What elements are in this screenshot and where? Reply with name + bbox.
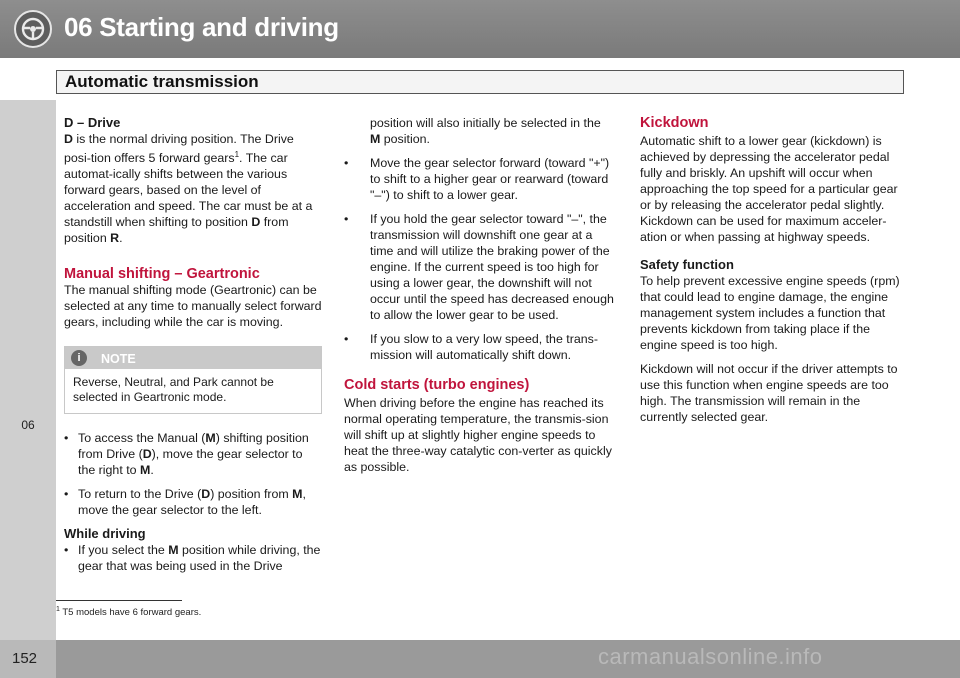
manual-shifting-paragraph: The manual shifting mode (Geartronic) can be selected at any time to manually select forward gears, including while the car is moving.	[64, 283, 322, 330]
cold-starts-heading: Cold starts (turbo engines)	[344, 377, 530, 393]
kickdown-paragraph: Automatic shift to a lower gear (kickdown) is achieved by depressing the accelerator pedal fully and briskly. An upshift will occur when approaching the top speed for a particular gear or by releasing the accelerator pedal slightly. Kickdown can be used for maximum acceler-ation or when passing at highway speeds.	[640, 134, 898, 244]
drive-text-1: is the normal driving position. The Drive posi-tion offers 5 forward gears	[64, 132, 294, 166]
list-item	[64, 542, 322, 574]
list-item	[64, 486, 322, 518]
bold-m: M	[140, 463, 151, 478]
list-item: • If you slow to a very low speed, the trans-mission will automatically shift down.	[344, 331, 614, 363]
cont-text: position will also initially be selected in the	[370, 116, 601, 130]
footnote-rule	[56, 600, 182, 601]
geartronic-bullets	[64, 430, 322, 518]
side-tab-number: 06	[21, 418, 35, 432]
page-number: 152	[12, 650, 38, 667]
section-header	[56, 70, 904, 94]
bullet-text: position while driving, the gear that was being used in the Drive	[78, 543, 321, 574]
safety-paragraph-1: To help prevent excessive engine speeds (rpm) that could lead to engine damage, the engine management system includes a function that prevents kickdown from taking place if the engine speed is too high.	[640, 274, 900, 352]
bullet-text: ), move the gear selector to the right to	[78, 447, 303, 478]
while-driving-heading: While driving	[64, 526, 146, 542]
note-text: Reverse, Neutral, and Park cannot be selected in Geartronic mode.	[73, 375, 274, 405]
bullet-text: If you select the	[78, 543, 169, 558]
drive-text-3: from position	[64, 215, 289, 246]
list-item: • If you hold the gear selector toward "–", the transmission will downshift one gear at a time and will utilize the braking power of the engine. If the current speed is too high for using a lower gear, the downshift will not occur until the speed has decreased enough to allow the lower gear to be used.	[344, 211, 614, 323]
section-title: Automatic transmission	[65, 72, 259, 91]
safety-heading: Safety function	[640, 257, 734, 272]
bold-m: M	[205, 431, 216, 446]
footnote-ref: 1	[234, 150, 240, 159]
side-tab	[0, 100, 56, 640]
footnote-text: T5 models have 6 forward gears.	[62, 607, 202, 619]
bold-m: M	[292, 487, 303, 502]
bold-d: D	[142, 447, 152, 462]
continued-paragraph	[344, 115, 614, 147]
safety-paragraph-2: Kickdown will not occur if the driver attempts to use this function when engine speeds are too high. The transmission will remain in the currently selected gear.	[640, 362, 898, 424]
bullet-text: To access the Manual (	[78, 431, 206, 446]
note-box	[64, 346, 322, 414]
bold-d-2: D	[251, 215, 261, 230]
shift-bullets	[344, 155, 614, 363]
kickdown-heading: Kickdown	[640, 115, 709, 131]
list-item	[64, 430, 322, 478]
bullet-text: , move the gear selector to the left.	[78, 487, 306, 518]
bullet-text: ) position from	[210, 487, 293, 502]
bold-r: R	[110, 231, 120, 246]
column-3	[640, 115, 908, 425]
steering-wheel-icon	[14, 10, 52, 48]
watermark: carmanualsonline.info	[598, 644, 823, 669]
drive-heading: D – Drive	[64, 115, 121, 130]
drive-paragraph	[64, 131, 322, 246]
column-2	[344, 115, 614, 475]
drive-text-4: .	[119, 231, 123, 246]
chapter-title: 06 Starting and driving	[64, 12, 339, 42]
cold-starts-paragraph: When driving before the engine has reached its normal operating temperature, the transmis-sion will shift up at slightly higher engine speeds to heat the three-way catalytic con-verter as quickly as possible.	[344, 396, 612, 474]
footnote	[56, 606, 201, 618]
bold-d: D	[201, 487, 211, 502]
note-header	[65, 347, 321, 369]
bold-d: D	[64, 132, 73, 146]
list-item: • Move the gear selector forward (toward "+") to shift to a higher gear or rearward (toward "–") to shift to a lower gear.	[344, 155, 614, 203]
bold-m: M	[168, 543, 179, 558]
while-driving-bullets	[64, 542, 322, 574]
manual-shifting-heading: Manual shifting – Geartronic	[64, 266, 260, 283]
cont-text: position.	[380, 132, 430, 146]
bullet-text: .	[150, 463, 154, 478]
info-icon: i	[71, 350, 87, 366]
note-label: NOTE	[101, 352, 136, 367]
bullet-text: ) shifting position from Drive (	[78, 431, 309, 462]
column-1	[64, 115, 322, 582]
bold-m: M	[370, 132, 381, 146]
bullet-text: To return to the Drive (	[78, 487, 202, 502]
footnote-number: 1	[56, 606, 60, 613]
drive-text-2: . The car automat-ically shifts between the various forward gears, based on the level of acceleration and speed. The car must be at a standstill when shifting to position	[64, 151, 313, 230]
